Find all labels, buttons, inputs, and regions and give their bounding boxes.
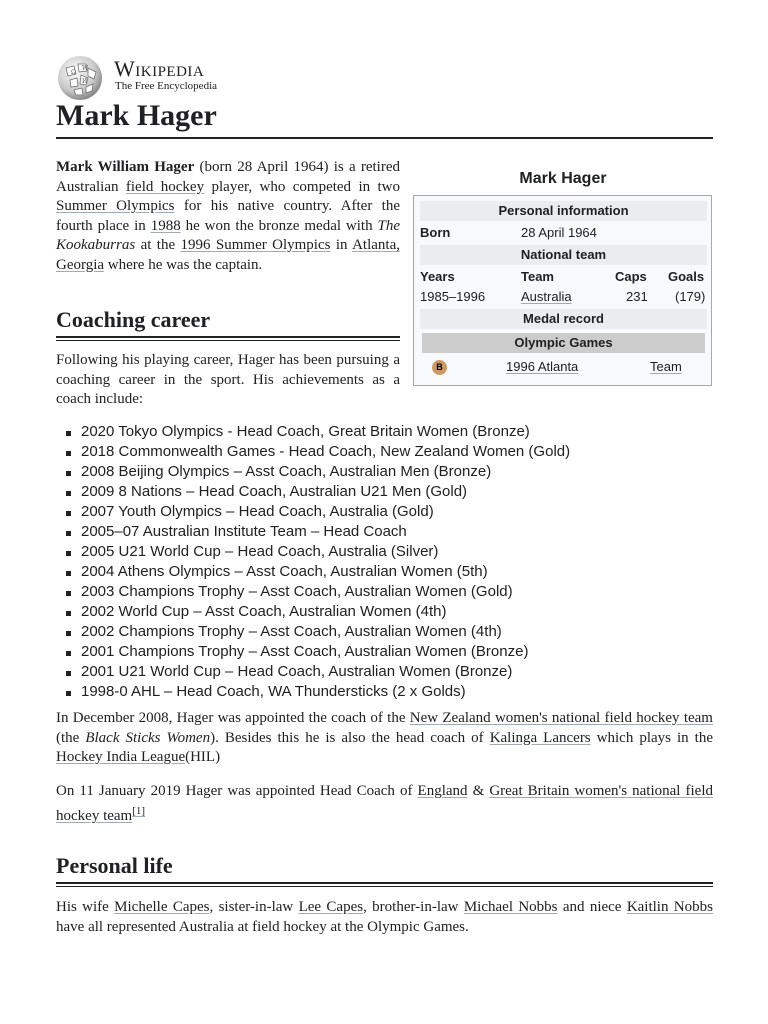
section-heading-coaching: Coaching career [56, 307, 211, 332]
infobox-section-personal: Personal information [420, 201, 707, 221]
paragraph-text: , brother-in-law [363, 899, 464, 915]
list-item: 2002 World Cup – Asst Coach, Australian Women (4th) [56, 602, 570, 622]
link-1996-summer-olympics[interactable]: 1996 Summer Olympics [180, 237, 331, 253]
link-medal-team[interactable]: Team [650, 359, 682, 374]
paragraph-text: ). Besides this he is also the head coach of [210, 729, 490, 746]
lead-text: at the [135, 237, 181, 253]
list-item: 2004 Athens Olympics – Asst Coach, Australian Women (5th) [56, 562, 570, 582]
paragraph-text: which plays in the [590, 729, 713, 746]
lead-text: where he was the captain. [104, 256, 263, 273]
svg-text:И: И [82, 78, 88, 85]
lead-text: he won the bronze medal with [180, 217, 378, 234]
list-item: 2008 Beijing Olympics – Asst Coach, Australian Men (Bronze) [56, 462, 570, 482]
personal-paragraph [56, 898, 713, 937]
svg-text:W: W [82, 65, 89, 72]
paragraph-text: (HIL) [185, 749, 221, 765]
wikipedia-globe-icon[interactable] [56, 54, 104, 102]
link-hockey-india-league[interactable]: Hockey India League [56, 749, 186, 765]
coaching-list [56, 422, 570, 702]
infobox-col-goals: Goals [668, 269, 705, 284]
coaching-intro: Following his playing career, Hager has been pursuing a coaching career in the sport. His achievements as a coach include: [56, 352, 400, 407]
list-item: 2001 Champions Trophy – Asst Coach, Australian Women (Bronze) [56, 642, 570, 662]
site-wordmark[interactable]: Wikipedia [114, 56, 205, 81]
site-header [56, 54, 256, 98]
lead-text: player, who competed in two [204, 178, 401, 195]
list-item: 1998-0 AHL – Head Coach, WA Thundersticks (2 x Golds) [56, 682, 570, 702]
infobox-table [413, 195, 712, 386]
lead-text: in [330, 237, 353, 253]
link-field-hockey[interactable]: field hockey [125, 178, 205, 195]
list-item: 2001 U21 World Cup – Head Coach, Australian Women (Bronze) [56, 662, 570, 682]
list-item: 2005 U21 World Cup – Head Coach, Australia (Silver) [56, 542, 570, 562]
infobox-col-team: Team [521, 269, 554, 284]
section-divider [56, 336, 400, 338]
link-gb-womens-team[interactable]: Great Britain women's national field hockey team [56, 783, 713, 824]
infobox-born-label: Born [420, 225, 451, 240]
link-michael-nobbs[interactable]: Michael Nobbs [463, 899, 558, 915]
infobox-row-goals: (179) [675, 289, 706, 304]
subject-name: Mark William Hager [56, 159, 195, 175]
infobox-olympic-games: Olympic Games [422, 333, 705, 353]
title-divider [56, 137, 713, 139]
lead-text: for his native country. After the fourth place in [56, 198, 400, 234]
link-england[interactable]: England [417, 783, 468, 799]
infobox [413, 170, 713, 374]
infobox-section-national-team: National team [420, 245, 707, 265]
reference-link[interactable]: [1] [132, 804, 146, 817]
england-coach-paragraph [56, 782, 713, 826]
svg-text:Ω: Ω [71, 69, 76, 76]
link-1988-olympics[interactable]: 1988 [150, 217, 181, 234]
infobox-col-years: Years [420, 269, 455, 284]
list-item: 2009 8 Nations – Head Coach, Australian U21 Men (Gold) [56, 482, 570, 502]
site-tagline: The Free Encyclopedia [115, 80, 218, 92]
list-item: 2020 Tokyo Olympics - Head Coach, Great Britain Women (Bronze) [56, 422, 570, 442]
team-nickname: Black Sticks Women [85, 729, 211, 746]
list-item: 2003 Champions Trophy – Asst Coach, Australian Women (Gold) [56, 582, 570, 602]
infobox-row-years: 1985–1996 [420, 289, 486, 304]
paragraph-text: In December 2008, Hager was appointed the coach of the [56, 710, 410, 726]
paragraph-text: , sister-in-law [209, 899, 299, 915]
section-divider [56, 882, 713, 884]
infobox-section-medal-record: Medal record [420, 309, 707, 329]
link-michelle-capes[interactable]: Michelle Capes [114, 899, 210, 915]
paragraph-text: and niece [557, 899, 627, 915]
list-item: 2005–07 Australian Institute Team – Head Coach [56, 522, 570, 542]
paragraph-text: His wife [56, 899, 115, 915]
team-nickname: The Kookaburras [56, 217, 401, 253]
page-title: Mark Hager [56, 99, 217, 132]
infobox-col-caps: Caps [615, 269, 647, 284]
link-australia-team[interactable]: Australia [521, 289, 572, 304]
link-summer-olympics[interactable]: Summer Olympics [56, 198, 175, 214]
list-item: 2002 Champions Trophy – Asst Coach, Australian Women (4th) [56, 622, 570, 642]
link-nz-womens-team[interactable]: New Zealand women's national field hockey team [409, 710, 713, 726]
link-kalinga-lancers[interactable]: Kalinga Lancers [489, 729, 591, 746]
link-atlanta[interactable]: Atlanta, Georgia [56, 237, 400, 273]
lead-text: (born 28 April 1964) is a retired Australian [56, 159, 400, 195]
paragraph-text: (the [56, 729, 86, 746]
link-kaitlin-nobbs[interactable]: Kaitlin Nobbs [626, 899, 713, 915]
lead-paragraph [56, 158, 400, 275]
paragraph-text: On 11 January 2019 Hager was appointed Head Coach of [56, 783, 418, 799]
list-item: 2007 Youth Olympics – Head Coach, Australia (Gold) [56, 502, 570, 522]
list-item: 2018 Commonwealth Games - Head Coach, New Zealand Women (Gold) [56, 442, 570, 462]
infobox-born-value: 28 April 1964 [521, 225, 597, 240]
nz-coach-paragraph [56, 709, 713, 768]
infobox-row-caps: 231 [626, 289, 648, 304]
infobox-title: Mark Hager [519, 170, 607, 187]
link-1996-atlanta[interactable]: 1996 Atlanta [506, 359, 579, 374]
paragraph-text: have all represented Australia at field hockey at the Olympic Games. [56, 918, 469, 935]
section-heading-personal: Personal life [56, 853, 173, 878]
paragraph-text: & [467, 783, 490, 799]
bronze-medal-icon: B [432, 360, 447, 375]
link-lee-capes[interactable]: Lee Capes [298, 899, 364, 915]
